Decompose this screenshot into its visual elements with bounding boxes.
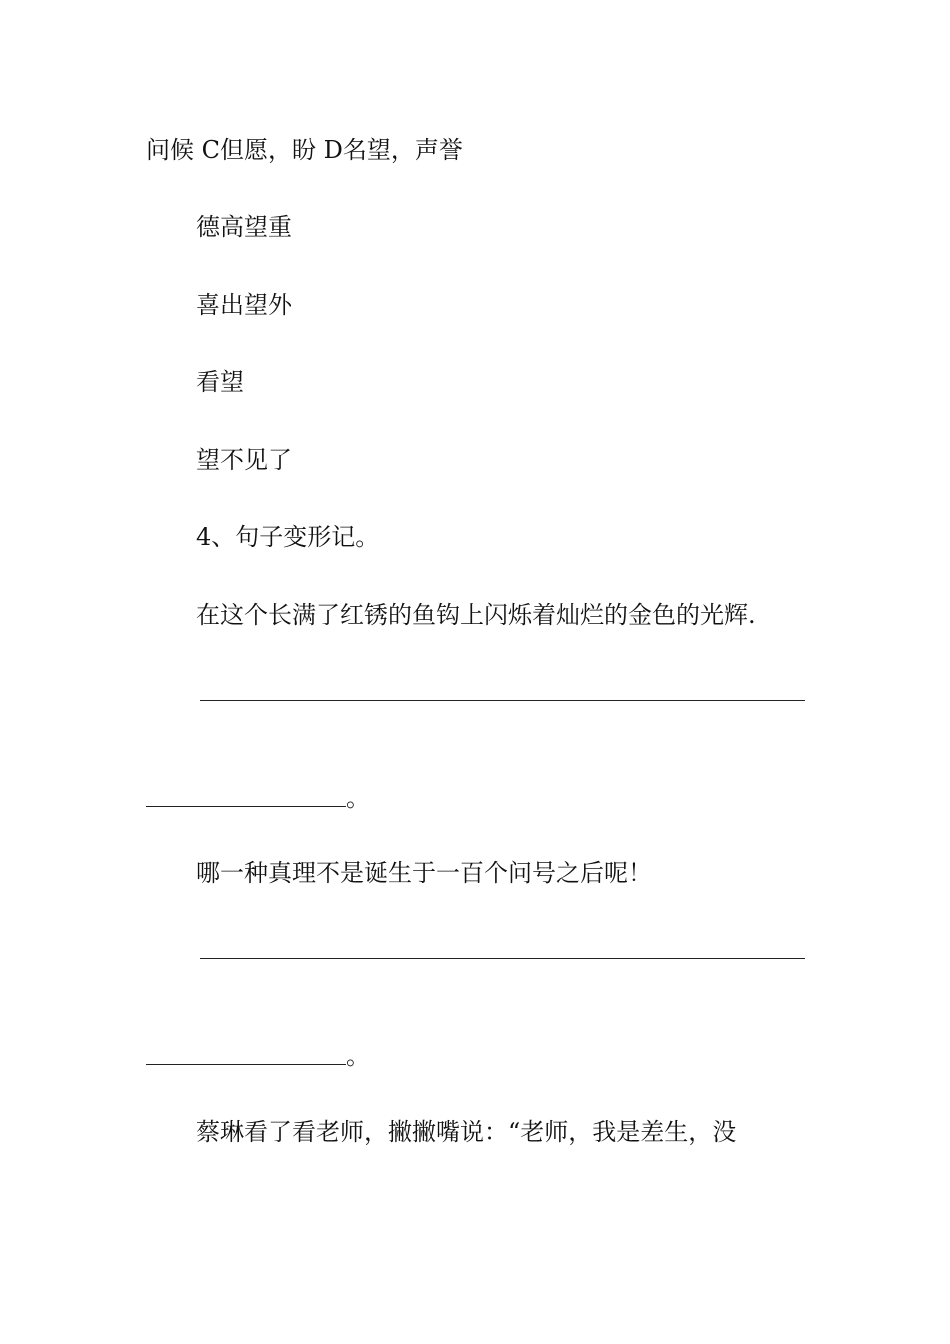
question-heading: 4、句子变形记。 — [196, 523, 380, 551]
text-line-idiom-1: 德高望重 — [196, 213, 292, 241]
sentence-1: 在这个长满了红锈的鱼钩上闪烁着灿烂的金色的光辉. — [196, 601, 756, 629]
sentence-2: 哪一种真理不是诞生于一百个问号之后呢！ — [196, 859, 652, 887]
answer-line-2 — [200, 958, 805, 959]
answer-underscore-1 — [146, 806, 346, 807]
answer-tail-2 — [146, 1041, 370, 1071]
text-line-word-1: 看望 — [196, 368, 244, 396]
answer-tail-1 — [146, 783, 370, 813]
sentence-3: 蔡琳看了看老师，撇撇嘴说：“老师，我是差生，没 — [196, 1118, 737, 1146]
text-line-options: 问候 C但愿，盼 D名望，声誉 — [146, 136, 463, 164]
answer-underscore-2 — [146, 1064, 346, 1065]
period-mark-1: 。 — [346, 784, 370, 812]
period-mark-2: 。 — [346, 1042, 370, 1070]
text-line-idiom-2: 喜出望外 — [196, 291, 292, 319]
text-line-word-2: 望不见了 — [196, 446, 292, 474]
answer-line-1 — [200, 700, 805, 701]
